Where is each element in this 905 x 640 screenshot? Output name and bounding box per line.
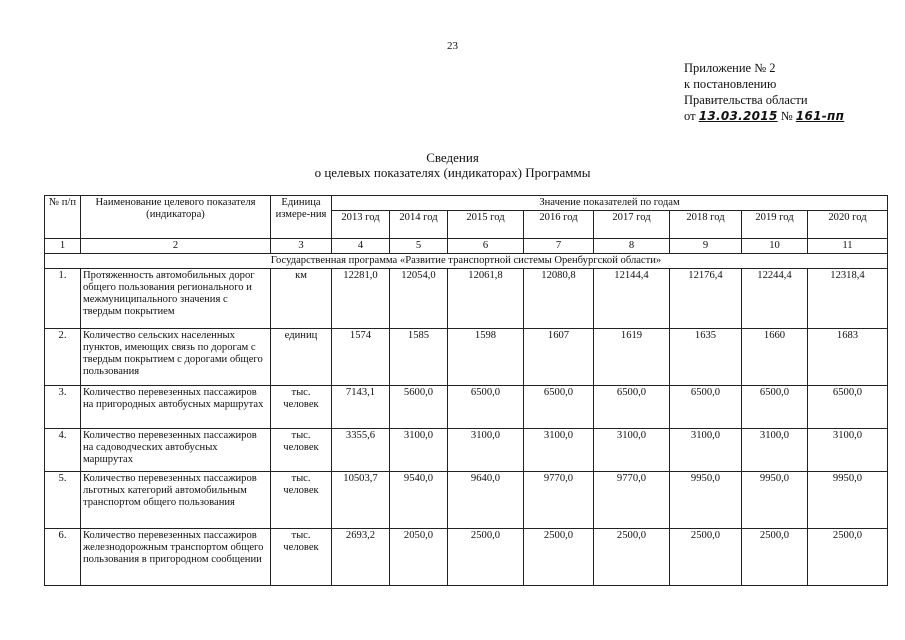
column-numbers-row xyxy=(45,239,888,254)
header-unit: Единица измере-ния xyxy=(271,196,332,239)
row-number: 4. xyxy=(45,429,81,472)
value-2014: 2050,0 xyxy=(390,529,448,586)
value-2018: 3100,0 xyxy=(670,429,742,472)
value-2014: 12054,0 xyxy=(390,269,448,329)
column-number: 11 xyxy=(808,239,888,254)
column-number: 2 xyxy=(81,239,271,254)
value-2015: 1598 xyxy=(448,329,524,386)
value-2018: 1635 xyxy=(670,329,742,386)
indicator-name: Количество перевезенных пассажиров железнодорожным транспортом общего пользования в пригородном сообщении xyxy=(81,529,271,586)
value-2020: 6500,0 xyxy=(808,386,888,429)
table-row xyxy=(45,472,888,529)
value-2020: 12318,4 xyxy=(808,269,888,329)
handwritten-number: 161-пп xyxy=(795,109,845,123)
column-number: 10 xyxy=(742,239,808,254)
indicator-name: Протяженность автомобильных дорог общего пользования регионального и межмуниципального значения с твердым покрытием xyxy=(81,269,271,329)
value-2019: 2500,0 xyxy=(742,529,808,586)
row-number: 3. xyxy=(45,386,81,429)
column-number: 5 xyxy=(390,239,448,254)
value-2013: 7143,1 xyxy=(332,386,390,429)
value-2014: 1585 xyxy=(390,329,448,386)
header-values-group: Значение показателей по годам xyxy=(332,196,888,211)
value-2013: 12281,0 xyxy=(332,269,390,329)
value-2019: 1660 xyxy=(742,329,808,386)
table-row xyxy=(45,429,888,472)
indicator-name: Количество перевезенных пассажиров льготных категорий автомобильным транспортом общего пользования xyxy=(81,472,271,529)
column-number: 8 xyxy=(594,239,670,254)
header-year: 2020 год xyxy=(808,211,888,239)
value-2013: 3355,6 xyxy=(332,429,390,472)
header-year: 2014 год xyxy=(390,211,448,239)
value-2019: 12244,4 xyxy=(742,269,808,329)
table-row xyxy=(45,329,888,386)
value-2015: 2500,0 xyxy=(448,529,524,586)
value-2018: 2500,0 xyxy=(670,529,742,586)
indicator-name: Количество перевезенных пассажиров на садоводческих автобусных маршрутах xyxy=(81,429,271,472)
unit: тыс. человек xyxy=(271,429,332,472)
value-2020: 1683 xyxy=(808,329,888,386)
table-row xyxy=(45,269,888,329)
appendix-line-2: к постановлению xyxy=(684,77,777,91)
number-prefix: № xyxy=(780,109,793,123)
header-year: 2017 год xyxy=(594,211,670,239)
unit: единиц xyxy=(271,329,332,386)
column-number: 7 xyxy=(524,239,594,254)
value-2017: 1619 xyxy=(594,329,670,386)
unit: тыс. человек xyxy=(271,529,332,586)
value-2018: 12176,4 xyxy=(670,269,742,329)
appendix-block xyxy=(684,60,844,124)
unit: тыс. человек xyxy=(271,472,332,529)
value-2017: 9770,0 xyxy=(594,472,670,529)
appendix-line-1: Приложение № 2 xyxy=(684,61,776,75)
appendix-line-3: Правительства области xyxy=(684,93,808,107)
program-title: Государственная программа «Развитие транспортной системы Оренбургской области» xyxy=(45,254,888,269)
header-year: 2016 год xyxy=(524,211,594,239)
value-2013: 10503,7 xyxy=(332,472,390,529)
unit: тыс. человек xyxy=(271,386,332,429)
value-2017: 6500,0 xyxy=(594,386,670,429)
value-2018: 9950,0 xyxy=(670,472,742,529)
header-year: 2015 год xyxy=(448,211,524,239)
value-2013: 1574 xyxy=(332,329,390,386)
unit: км xyxy=(271,269,332,329)
page-number: 23 xyxy=(447,40,458,52)
value-2016: 3100,0 xyxy=(524,429,594,472)
value-2013: 2693,2 xyxy=(332,529,390,586)
value-2015: 6500,0 xyxy=(448,386,524,429)
table-row xyxy=(45,529,888,586)
value-2016: 2500,0 xyxy=(524,529,594,586)
value-2019: 9950,0 xyxy=(742,472,808,529)
column-number: 9 xyxy=(670,239,742,254)
value-2018: 6500,0 xyxy=(670,386,742,429)
row-number: 1. xyxy=(45,269,81,329)
value-2020: 2500,0 xyxy=(808,529,888,586)
table-row xyxy=(45,386,888,429)
column-number: 6 xyxy=(448,239,524,254)
value-2016: 1607 xyxy=(524,329,594,386)
value-2015: 3100,0 xyxy=(448,429,524,472)
value-2014: 5600,0 xyxy=(390,386,448,429)
date-prefix: от xyxy=(684,109,696,123)
value-2017: 3100,0 xyxy=(594,429,670,472)
header-row-1 xyxy=(45,196,888,211)
column-number: 3 xyxy=(271,239,332,254)
value-2020: 3100,0 xyxy=(808,429,888,472)
indicator-name: Количество перевезенных пассажиров на пригородных автобусных маршрутах xyxy=(81,386,271,429)
value-2015: 12061,8 xyxy=(448,269,524,329)
appendix-date-line xyxy=(684,108,844,124)
column-number: 4 xyxy=(332,239,390,254)
value-2016: 9770,0 xyxy=(524,472,594,529)
column-number: 1 xyxy=(45,239,81,254)
header-name: Наименование целевого показателя (индикатора) xyxy=(81,196,271,239)
document-title xyxy=(0,150,905,180)
value-2017: 2500,0 xyxy=(594,529,670,586)
value-2015: 9640,0 xyxy=(448,472,524,529)
value-2019: 3100,0 xyxy=(742,429,808,472)
header-year: 2013 год xyxy=(332,211,390,239)
program-title-row xyxy=(45,254,888,269)
value-2014: 9540,0 xyxy=(390,472,448,529)
header-year: 2019 год xyxy=(742,211,808,239)
title-line-1: Сведения xyxy=(426,150,479,165)
value-2019: 6500,0 xyxy=(742,386,808,429)
indicators-table xyxy=(44,195,888,586)
value-2016: 6500,0 xyxy=(524,386,594,429)
row-number: 2. xyxy=(45,329,81,386)
value-2016: 12080,8 xyxy=(524,269,594,329)
header-num: № п/п xyxy=(45,196,81,239)
title-line-2: о целевых показателях (индикаторах) Программы xyxy=(314,165,591,180)
header-year: 2018 год xyxy=(670,211,742,239)
row-number: 5. xyxy=(45,472,81,529)
value-2014: 3100,0 xyxy=(390,429,448,472)
indicator-name: Количество сельских населенных пунктов, имеющих связь по дорогам с твердым покрытием с дорогами общего пользования xyxy=(81,329,271,386)
row-number: 6. xyxy=(45,529,81,586)
value-2017: 12144,4 xyxy=(594,269,670,329)
handwritten-date: 13.03.2015 xyxy=(698,109,778,123)
value-2020: 9950,0 xyxy=(808,472,888,529)
